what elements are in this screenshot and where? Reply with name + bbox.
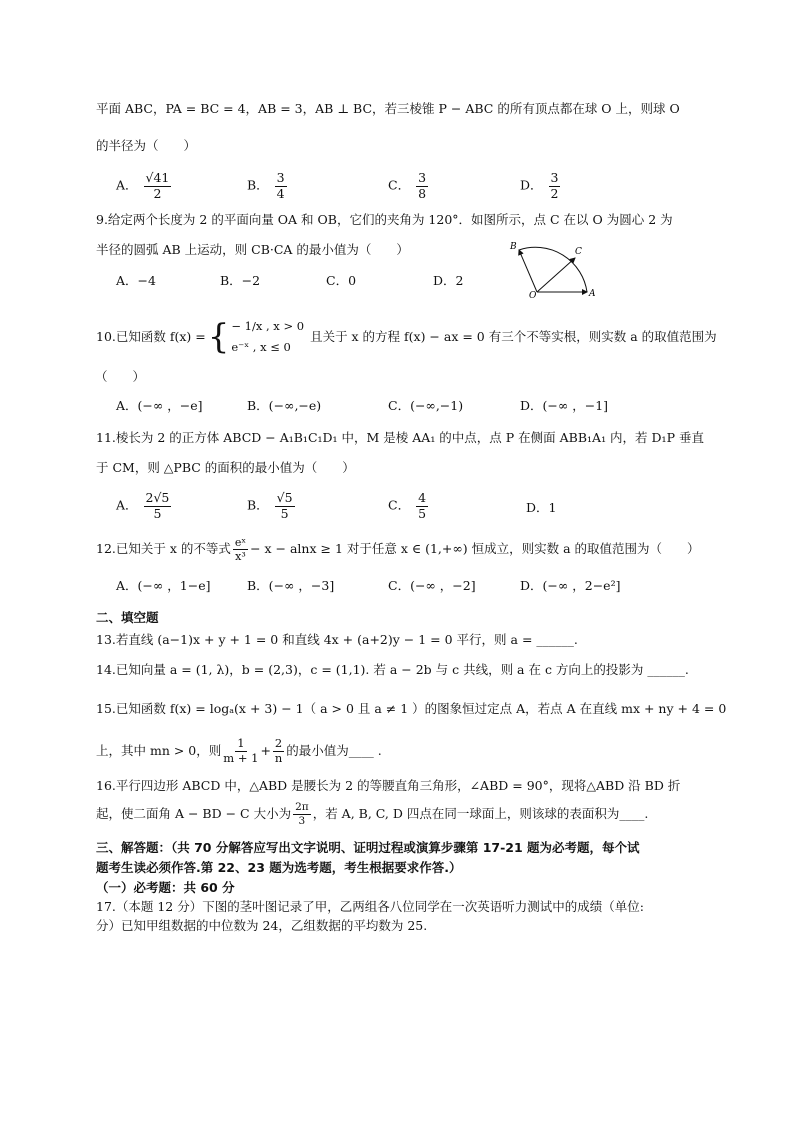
label-a: A (589, 289, 596, 299)
q10-prefix: 10.已知函数 f(x) = (96, 328, 206, 344)
q10-option-b: B．(−∞,−e) (247, 398, 322, 413)
q12-prefix: 12.已知关于 x 的不等式 (96, 541, 231, 557)
q12-option-d: D．(−∞ ，2−e²] (520, 578, 621, 593)
q11-c-den: 5 (418, 505, 427, 521)
q17-line1: 17.（本题 12 分）下图的茎叶图记录了甲，乙两组各八位同学在一次英语听力测试中的成绩（单位: (96, 899, 644, 914)
q8-c-num: 3 (418, 170, 427, 185)
q12-suffix: − x − alnx ≥ 1 对于任意 x ∈ (1,+∞) 恒成立，则实数 a 的取值范围为（ ） (250, 541, 700, 557)
q15-line2 (96, 738, 382, 764)
label-b: B (510, 242, 517, 252)
q11-d-value: 1 (548, 500, 557, 515)
q12-option-a: A．(−∞ ，1−e] (116, 578, 211, 593)
q12-option-b: B．(−∞ ，−3] (247, 578, 335, 593)
q11-c-num: 4 (418, 490, 427, 505)
q15-suffix: 的最小值为____ . (286, 742, 382, 758)
q10-brace: { (207, 317, 230, 357)
q16-frac-den: 3 (298, 814, 306, 827)
q8-option-a: A． $\frac{√41}{2}$ (116, 170, 170, 201)
q11-line1: 11.棱长为 2 的正方体 ABCD − A₁B₁C₁D₁ 中，M 是棱 AA₁ 的中点，点 P 在侧面 ABB₁A₁ 内，若 D₁P 垂直 (96, 430, 704, 445)
q11-a-den: 5 (153, 505, 162, 521)
q11-a-num: 2√5 (145, 490, 170, 505)
vector-oc (537, 258, 575, 292)
q17-line2: 分）已知甲组数据的中位数为 24，乙组数据的平均数为 25. (96, 918, 428, 933)
q8-b-num: 3 (276, 170, 285, 185)
q9-arc-figure (505, 238, 605, 300)
q16-suffix: ，若 A, B, C, D 四点在同一球面上，则该球的表面积为____. (312, 805, 649, 821)
section3-line1: 三、解答题：（共 70 分解答应写出文字说明、证明过程或演算步骤第 17-21 题为必考题，每个试 (96, 840, 640, 855)
q16-fraction (293, 802, 311, 826)
q15-fraction1 (223, 738, 258, 764)
q13-text: 13.若直线 (a−1)x + y + 1 = 0 和直线 4x + (a+2)y − 1 = 0 平行，则 a = ______. (96, 632, 578, 647)
q9-option-d: D．2 (433, 273, 464, 288)
q11-option-b: B． $\frac{√5}{5}$ (247, 490, 293, 521)
q8-c-den: 8 (418, 185, 427, 201)
vector-ob (519, 250, 537, 292)
q15-line1: 15.已知函数 f(x) = logₐ(x + 3) − 1（ a > 0 且 a ≠ 1 ）的图象恒过定点 A，若点 A 在直线 mx + ny + 4 = 0 (96, 701, 727, 716)
q16-prefix: 起，使二面角 A − BD − C 大小为 (96, 805, 292, 821)
q12-option-c: C．(−∞ ，−2] (388, 578, 476, 593)
q10-option-c: C．(−∞,−1) (388, 398, 464, 413)
q11-option-a: A． $\frac{2√5}{5}$ (116, 490, 170, 521)
q8-a-den: 2 (153, 185, 162, 201)
q10-cases (231, 318, 305, 354)
q9-line1: 9.给定两个长度为 2 的平面向量 OA 和 OB，它们的夹角为 120°．如图所示，点 C 在以 O 为圆心 2 为 (96, 212, 673, 227)
q8-d-num: 3 (550, 170, 559, 185)
q10-case1: − 1/x , x > 0 (231, 318, 305, 333)
q11-option-c: C． $\frac{4}{5}$ (388, 490, 427, 521)
q10-suffix: 且关于 x 的方程 f(x) − ax = 0 有三个不等实根，则实数 a 的取值范围为 (310, 328, 717, 344)
q12-frac-den: x³ (235, 550, 246, 563)
q9-option-a: A．−4 (116, 273, 156, 288)
q9-option-c: C．0 (326, 273, 357, 288)
q15-frac1-den: m + 1 (223, 750, 259, 765)
q9-option-b: B．−2 (220, 273, 261, 288)
q11-option-d: D．1 (526, 500, 557, 515)
q9-line2: 半径的圆弧 AB 上运动，则 CB·CA 的最小值为（ ） (96, 242, 409, 257)
q12-fraction (233, 537, 248, 562)
q8-option-d: D． $\frac{3}{2}$ (520, 170, 559, 201)
q15-frac2-num: 2 (274, 736, 283, 750)
q15-fraction2 (273, 738, 284, 764)
q8-b-den: 4 (276, 185, 285, 201)
section3-line2: 题考生读必须作答.第 22、23 题为选考题，考生根据要求作答.） (96, 860, 462, 875)
q16-frac-num: 2π (295, 801, 309, 813)
q8-option-b: B． $\frac{3}{4}$ (247, 170, 285, 201)
section2-title: 二、填空题 (96, 610, 159, 625)
q15-frac2-den: n (274, 750, 283, 765)
q8-d-den: 2 (550, 185, 559, 201)
q16-line2 (96, 802, 648, 826)
q10-line1 (96, 317, 717, 357)
q10-line2: （ ） (95, 369, 146, 384)
label-c: C (575, 247, 582, 257)
q10-case2: e⁻ˣ , x ≤ 0 (231, 340, 291, 354)
q12-line1 (96, 537, 700, 562)
q10-option-a: A．(−∞ ，−e] (116, 398, 203, 413)
q8-line1: 平面 ABC，PA = BC = 4，AB = 3，AB ⊥ BC，若三棱锥 P − ABC 的所有顶点都在球 O 上，则球 O (96, 101, 680, 116)
q16-line1: 16.平行四边形 ABCD 中，△ABD 是腰长为 2 的等腰直角三角形，∠ABD = 90°，现将△ABD 沿 BD 折 (96, 778, 681, 793)
q8-a-num: √41 (145, 170, 170, 185)
q11-b-den: 5 (280, 505, 289, 521)
section3-sub: （一）必考题：共 60 分 (96, 880, 235, 895)
q11-b-num: √5 (276, 490, 293, 505)
q8-line2: 的半径为（ ） (96, 138, 197, 153)
q12-frac-num: eˣ (234, 536, 247, 549)
q15-plus: + (260, 742, 271, 758)
label-o: O (529, 291, 537, 300)
q8-option-c: C． $\frac{3}{8}$ (388, 170, 427, 201)
q11-line2: 于 CM，则 △PBC 的面积的最小值为（ ） (96, 460, 355, 475)
q10-option-d: D．(−∞ ，−1] (520, 398, 609, 413)
q15-frac1-num: 1 (237, 736, 245, 750)
q15-prefix: 上，其中 mn > 0，则 (96, 742, 222, 758)
q14-text: 14.已知向量 a = (1, λ)，b = (2,3)，c = (1,1). 若 a − 2b 与 c 共线，则 a 在 c 方向上的投影为 ______. (96, 662, 689, 677)
